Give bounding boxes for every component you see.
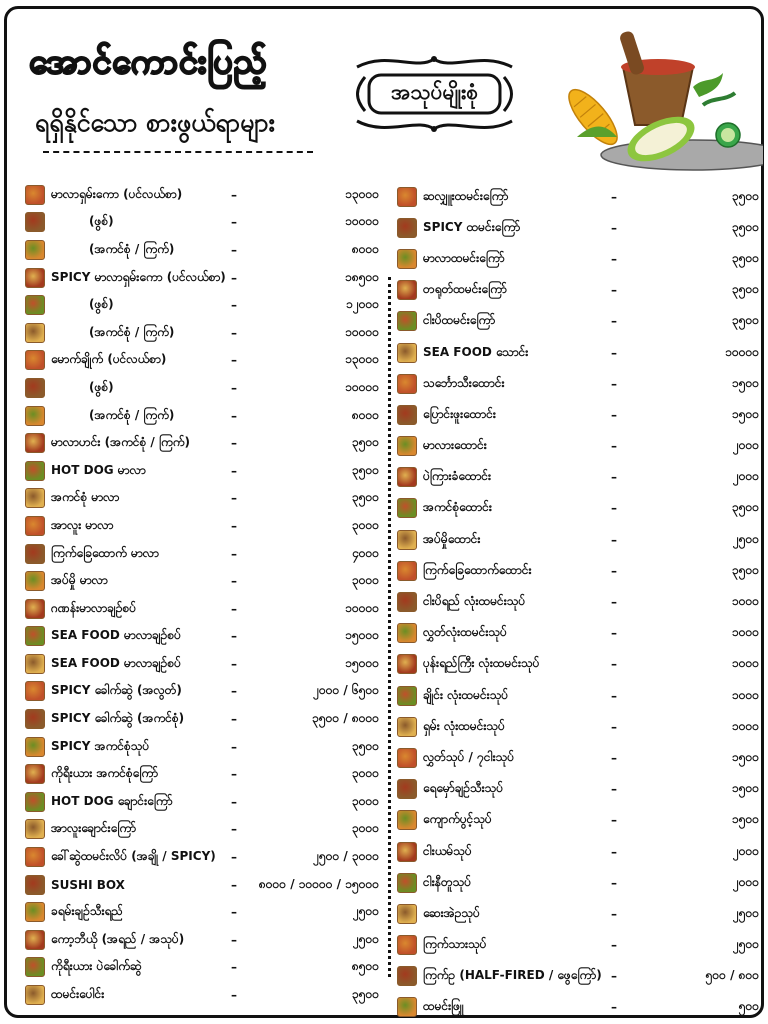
menu-item-price: ၂၅၀၀ bbox=[352, 931, 379, 946]
menu-item bbox=[393, 368, 763, 399]
menu-item bbox=[393, 805, 763, 836]
menu-item bbox=[21, 760, 383, 788]
menu-item bbox=[393, 243, 763, 274]
menu-item-price: ၃၅၀၀ bbox=[732, 282, 759, 297]
food-photo-icon bbox=[397, 997, 417, 1017]
menu-item-name: ထမင်းဖြူ bbox=[423, 999, 464, 1014]
menu-item-price: ၂၅၀၀ bbox=[732, 937, 759, 952]
menu-item-name: ဆလျှူးထမင်းကြော် bbox=[423, 188, 509, 203]
food-photo-icon bbox=[25, 737, 45, 757]
price-separator: – bbox=[611, 532, 617, 547]
food-photo-icon bbox=[25, 571, 45, 591]
menu-item-name: ဂဏန်းမာလာချဉ်စပ် bbox=[51, 600, 137, 615]
food-photo-icon bbox=[397, 654, 417, 674]
menu-item bbox=[21, 926, 383, 954]
salad-banner bbox=[347, 49, 522, 139]
menu-item-price: ၁၂၀၀၀ bbox=[346, 297, 379, 312]
menu-item-name: ထမင်းပေါင်း bbox=[51, 987, 105, 1002]
food-photo-icon bbox=[25, 378, 45, 398]
food-photo-icon bbox=[397, 966, 417, 986]
price-separator: – bbox=[611, 314, 617, 329]
menu-item-name: ငါးယမ်သုပ် bbox=[423, 843, 472, 858]
menu-item bbox=[393, 867, 763, 898]
menu-item bbox=[21, 843, 383, 871]
price-separator: – bbox=[231, 436, 237, 451]
menu-item-name: ပဲကြားခံထောင်း bbox=[423, 469, 492, 484]
price-separator: – bbox=[611, 470, 617, 485]
menu-item-price: ၂၅၀၀ bbox=[352, 904, 379, 919]
menu-item-name: (ဖွစ်) bbox=[89, 379, 114, 394]
menu-item-name: ဆေးအဲဉသုပ် bbox=[423, 905, 480, 920]
menu-item bbox=[393, 212, 763, 243]
price-separator: – bbox=[231, 601, 237, 616]
price-separator: – bbox=[231, 656, 237, 671]
menu-item-price: ၁၅၀၀ bbox=[732, 749, 759, 764]
food-photo-icon bbox=[397, 218, 417, 238]
menu-item-price: ၃၅၀၀ bbox=[352, 435, 379, 450]
price-separator: – bbox=[231, 574, 237, 589]
menu-item-price: ၃၅၀၀ bbox=[732, 219, 759, 234]
food-photo-icon bbox=[397, 686, 417, 706]
menu-item-price: ၃၅၀၀ bbox=[732, 188, 759, 203]
menu-item-name: အပ်မှို မာလာ bbox=[51, 573, 108, 588]
menu-item-price: ၁၀၀၀ bbox=[732, 718, 759, 733]
menu-item-name: ပုန်းရည်ကြီး လုံးထမင်းသုပ် bbox=[423, 656, 540, 671]
food-photo-icon bbox=[397, 842, 417, 862]
menu-item bbox=[21, 705, 383, 733]
price-separator: – bbox=[611, 782, 617, 797]
menu-item-name: လွှတ်သုပ် / ၇ငါးသုပ် bbox=[423, 749, 515, 764]
price-separator: – bbox=[611, 407, 617, 422]
food-photo-icon bbox=[25, 433, 45, 453]
menu-item-price: ၂၀၀၀ bbox=[732, 438, 759, 453]
food-photo-icon bbox=[25, 681, 45, 701]
menu-subtitle: ရရှိနိုင်သော စားဖွယ်ရာများ bbox=[35, 108, 275, 137]
price-separator: – bbox=[231, 822, 237, 837]
food-photo-icon bbox=[397, 498, 417, 518]
food-photo-icon bbox=[25, 268, 45, 288]
food-photo-icon bbox=[25, 819, 45, 839]
menu-item-price: ၁၅၀၀၀ bbox=[345, 628, 379, 643]
price-separator: – bbox=[231, 767, 237, 782]
menu-item-name: လွှတ်လုံးထမင်းသုပ် bbox=[423, 625, 507, 640]
menu-item-name: SPICY ခေါက်ဆွဲ (အကင်စုံ) bbox=[51, 711, 185, 726]
price-separator: – bbox=[611, 439, 617, 454]
food-photo-icon bbox=[25, 902, 45, 922]
food-photo-icon bbox=[25, 488, 45, 508]
menu-item-price: ၁၀၀၀ bbox=[732, 687, 759, 702]
menu-item-name: ရေမှော်ချဉ်သီးသုပ် bbox=[423, 781, 504, 796]
menu-item-name: ခရမ်းချဉ်သီးရည် bbox=[51, 904, 123, 919]
price-separator: – bbox=[611, 189, 617, 204]
menu-item bbox=[393, 462, 763, 493]
menu-item-price: ၁၅၀၀ bbox=[732, 406, 759, 421]
menu-item-name: SPICY အကင်စုံသုပ် bbox=[51, 738, 150, 753]
menu-item bbox=[393, 306, 763, 337]
menu-item-name: ရှမ်း လုံးထမင်းသုပ် bbox=[423, 718, 505, 733]
menu-item bbox=[21, 981, 383, 1009]
menu-header bbox=[7, 9, 767, 179]
menu-item-price: ၁၀၀၀၀ bbox=[345, 214, 379, 229]
price-separator: – bbox=[231, 629, 237, 644]
price-separator: – bbox=[611, 906, 617, 921]
menu-item-price: ၃၀၀၀ bbox=[352, 793, 379, 808]
menu-item-name: SEA FOOD မာလာချဉ်စပ် bbox=[51, 628, 181, 643]
menu-item bbox=[21, 236, 383, 264]
price-separator: – bbox=[231, 187, 237, 202]
menu-item bbox=[21, 209, 383, 237]
menu-item bbox=[393, 618, 763, 649]
menu-item bbox=[21, 402, 383, 430]
food-photo-icon bbox=[25, 295, 45, 315]
menu-item bbox=[393, 181, 763, 212]
menu-item-price: ၂၅၀၀ / ၃၀၀၀ bbox=[313, 849, 379, 864]
menu-item-name: အာလူး မာလာ bbox=[51, 517, 114, 532]
menu-item-name: HOT DOG ချောင်းကြော် bbox=[51, 793, 173, 808]
food-photo-icon bbox=[397, 935, 417, 955]
food-photo-icon bbox=[25, 957, 45, 977]
menu-item-name: တရုတ်ထမင်းကြော် bbox=[423, 282, 507, 297]
menu-item-name: မာလာရှမ်းကော (ပင်လယ်စာ) bbox=[51, 186, 183, 201]
food-photo-icon bbox=[25, 626, 45, 646]
food-photo-icon bbox=[25, 847, 45, 867]
price-separator: – bbox=[231, 739, 237, 754]
menu-item bbox=[393, 524, 763, 555]
menu-item-price: ၈၀၀၀ / ၁၀၀၀၀ / ၁၅၀၀၀ bbox=[258, 876, 379, 891]
menu-item-name: ကျောက်ပွင့်သုပ် bbox=[423, 812, 492, 827]
price-separator: – bbox=[231, 960, 237, 975]
menu-item-price: ၁၀၀၀၀ bbox=[725, 344, 759, 359]
menu-item-price: ၁၀၀၀ bbox=[732, 625, 759, 640]
menu-item bbox=[21, 898, 383, 926]
menu-item-price: ၃၀၀၀ bbox=[352, 517, 379, 532]
menu-item bbox=[21, 347, 383, 375]
price-separator: – bbox=[231, 932, 237, 947]
menu-item-price: ၃၅၀၀ bbox=[732, 562, 759, 577]
food-photo-icon bbox=[397, 530, 417, 550]
menu-item bbox=[393, 774, 763, 805]
menu-item-price: ၁၀၀၀၀ bbox=[345, 600, 379, 615]
food-photo-icon bbox=[397, 343, 417, 363]
menu-item-price: ၈၀၀၀ bbox=[351, 241, 379, 256]
price-separator: – bbox=[231, 905, 237, 920]
menu-item-name: မာလားထောင်း bbox=[423, 438, 487, 453]
price-separator: – bbox=[611, 220, 617, 235]
menu-item-name: ကော့ဘီယို (အရည် / အသုပ်) bbox=[51, 931, 185, 946]
menu-item-name: သင်္ဘောသီးထောင်း bbox=[423, 375, 505, 390]
menu-item bbox=[21, 512, 383, 540]
price-separator: – bbox=[231, 463, 237, 478]
menu-item bbox=[21, 788, 383, 816]
menu-item-price: ၂၀၀၀ bbox=[732, 469, 759, 484]
food-photo-icon bbox=[397, 561, 417, 581]
price-separator: – bbox=[231, 215, 237, 230]
menu-item-price: ၁၃၀၀၀ bbox=[345, 186, 379, 201]
menu-item-price: ၁၀၀၀၀ bbox=[345, 324, 379, 339]
price-separator: – bbox=[611, 251, 617, 266]
menu-item bbox=[21, 623, 383, 651]
menu-item bbox=[21, 650, 383, 678]
menu-item bbox=[21, 816, 383, 844]
price-separator: – bbox=[611, 688, 617, 703]
menu-item-name: ငါးပိထမင်းကြော် bbox=[423, 313, 496, 328]
menu-item-name: ကြက်သားသုပ် bbox=[423, 937, 487, 952]
price-separator: – bbox=[611, 657, 617, 672]
menu-item-name: ပြောင်းဖူးထောင်း bbox=[423, 406, 496, 421]
menu-item-price: ၅၀၀ / ၈၀၀ bbox=[705, 968, 759, 983]
menu-item bbox=[21, 429, 383, 457]
menu-item bbox=[21, 485, 383, 513]
menu-item-price: ၃၀၀၀ bbox=[352, 573, 379, 588]
menu-item-price: ၁၀၀၀ bbox=[732, 656, 759, 671]
food-photo-icon bbox=[25, 654, 45, 674]
price-separator: – bbox=[231, 850, 237, 865]
price-separator: – bbox=[611, 626, 617, 641]
food-photo-icon bbox=[397, 187, 417, 207]
price-separator: – bbox=[231, 298, 237, 313]
menu-item-name: (အကင်စုံ / ကြက်) bbox=[89, 324, 175, 339]
menu-item-price: ၃၅၀၀ bbox=[352, 738, 379, 753]
price-separator: – bbox=[231, 325, 237, 340]
food-photo-icon bbox=[25, 930, 45, 950]
price-separator: – bbox=[231, 491, 237, 506]
menu-item-price: ၁၅၀၀ bbox=[732, 781, 759, 796]
menu-item-price: ၅၀၀ bbox=[738, 999, 759, 1014]
menu-item bbox=[393, 930, 763, 961]
menu-item-price: ၁၅၀၀ bbox=[732, 812, 759, 827]
menu-item bbox=[393, 586, 763, 617]
price-separator: – bbox=[611, 1000, 617, 1015]
menu-item-price: ၁၈၅၀၀ bbox=[345, 269, 379, 284]
price-separator: – bbox=[231, 712, 237, 727]
food-photo-icon bbox=[397, 467, 417, 487]
menu-item-name: အကင်စုံထောင်း bbox=[423, 500, 492, 515]
price-separator: – bbox=[231, 270, 237, 285]
menu-item bbox=[393, 836, 763, 867]
price-separator: – bbox=[611, 501, 617, 516]
food-photo-icon bbox=[397, 717, 417, 737]
menu-item bbox=[21, 457, 383, 485]
banner-label: အသုပ်မျိုးစုံ bbox=[390, 79, 479, 104]
food-photo-icon bbox=[397, 873, 417, 893]
menu-item bbox=[393, 742, 763, 773]
menu-item bbox=[21, 291, 383, 319]
menu-item-price: ၃၅၀၀ bbox=[732, 500, 759, 515]
menu-item-name: HOT DOG မာလာ bbox=[51, 462, 146, 477]
right-menu-column bbox=[393, 181, 763, 1023]
food-photo-icon bbox=[397, 374, 417, 394]
menu-item-price: ၃၅၀၀ bbox=[352, 987, 379, 1002]
price-separator: – bbox=[231, 988, 237, 1003]
food-photo-icon bbox=[25, 599, 45, 619]
brand-title: အောင်ကောင်းပြည့် bbox=[29, 42, 268, 82]
menu-item-name: အာလူးချောင်းကြော် bbox=[51, 821, 137, 836]
menu-item bbox=[393, 399, 763, 430]
food-photo-icon bbox=[397, 436, 417, 456]
menu-item-name: အပ်မှိုထောင်း bbox=[423, 531, 481, 546]
menu-item bbox=[393, 711, 763, 742]
food-photo-icon bbox=[25, 875, 45, 895]
menu-item-name: ချိုင်း လုံးထမင်းသုပ် bbox=[423, 687, 509, 702]
price-separator: – bbox=[231, 380, 237, 395]
price-separator: – bbox=[231, 546, 237, 561]
price-separator: – bbox=[231, 353, 237, 368]
menu-item-name: (ဖွစ်) bbox=[89, 214, 114, 229]
menu-frame bbox=[4, 6, 764, 1018]
menu-item-name: ကြက်ခြေထောက်ထောင်း bbox=[423, 562, 532, 577]
menu-item-name: ကိုရီးယား အကင်စုံကြော် bbox=[51, 766, 159, 781]
menu-item bbox=[393, 898, 763, 929]
menu-item-name: ကြက်ခြေထောက် မာလာ bbox=[51, 545, 159, 560]
menu-item-name: ငါးနီတူသုပ် bbox=[423, 874, 472, 889]
food-photo-icon bbox=[25, 240, 45, 260]
food-photo-icon bbox=[397, 592, 417, 612]
menu-item bbox=[393, 431, 763, 462]
menu-item-name: မာလာထမင်းကြော် bbox=[423, 250, 505, 265]
menu-item-name: SPICY ထမင်းကြော် bbox=[423, 219, 521, 234]
menu-item bbox=[393, 992, 763, 1023]
menu-item bbox=[21, 264, 383, 292]
menu-item-price: ၄၀၀၀ bbox=[352, 545, 379, 560]
menu-item-price: ၂၅၀၀ bbox=[732, 905, 759, 920]
food-photo-icon bbox=[25, 461, 45, 481]
menu-item bbox=[21, 954, 383, 982]
price-separator: – bbox=[231, 518, 237, 533]
menu-item-name: SPICY ခေါက်ဆွဲ (အလွတ်) bbox=[51, 683, 182, 698]
price-separator: – bbox=[611, 719, 617, 734]
menu-item bbox=[21, 319, 383, 347]
menu-item bbox=[393, 649, 763, 680]
food-photo-icon bbox=[397, 810, 417, 830]
menu-item-price: ၁၅၀၀၀ bbox=[345, 655, 379, 670]
price-separator: – bbox=[231, 794, 237, 809]
menu-item bbox=[21, 540, 383, 568]
dashed-underline bbox=[43, 151, 313, 153]
food-photo-icon bbox=[25, 212, 45, 232]
food-photo-icon bbox=[25, 516, 45, 536]
food-photo-icon bbox=[397, 904, 417, 924]
price-separator: – bbox=[611, 283, 617, 298]
price-separator: – bbox=[231, 684, 237, 699]
menu-item-price: ၃၅၀၀ bbox=[352, 490, 379, 505]
menu-item-price: ၃၀၀၀ bbox=[352, 821, 379, 836]
menu-item-name: SEA FOOD မာလာချဉ်စပ် bbox=[51, 655, 181, 670]
food-photo-icon bbox=[397, 405, 417, 425]
food-photo-icon bbox=[397, 779, 417, 799]
menu-item bbox=[21, 678, 383, 706]
menu-item-name: အကင်စုံ မာလာ bbox=[51, 490, 120, 505]
menu-item bbox=[393, 337, 763, 368]
price-separator: – bbox=[231, 408, 237, 423]
price-separator: – bbox=[231, 242, 237, 257]
food-photo-icon bbox=[397, 748, 417, 768]
price-separator: – bbox=[611, 750, 617, 765]
price-separator: – bbox=[611, 844, 617, 859]
menu-item bbox=[393, 493, 763, 524]
food-photo-icon bbox=[25, 350, 45, 370]
menu-item-price: ၃၀၀၀ bbox=[352, 766, 379, 781]
menu-item-price: ၁၀၀၀၀ bbox=[345, 379, 379, 394]
menu-item-price: ၃၅၀၀ bbox=[732, 250, 759, 265]
food-photo-icon bbox=[25, 985, 45, 1005]
menu-item-price: ၃၅၀၀ / ၈၀၀၀ bbox=[312, 711, 379, 726]
menu-item-price: ၈၅၀၀ bbox=[351, 959, 379, 974]
menu-item-price: ၂၀၀၀ / ၆၅၀၀ bbox=[313, 683, 379, 698]
price-separator: – bbox=[611, 376, 617, 391]
menu-item-price: ၂၀၀၀ bbox=[732, 874, 759, 889]
menu-item-name: မောက်ချိုက် (ပင်လယ်စာ) bbox=[51, 352, 167, 367]
price-separator: – bbox=[611, 938, 617, 953]
menu-item bbox=[21, 374, 383, 402]
menu-item-price: ၃၅၀၀ bbox=[352, 462, 379, 477]
menu-item bbox=[21, 595, 383, 623]
food-photo-icon bbox=[25, 709, 45, 729]
food-photo-icon bbox=[397, 249, 417, 269]
food-photo-icon bbox=[25, 544, 45, 564]
menu-item-name: ငါးပိရည် လုံးထမင်းသုပ် bbox=[423, 594, 526, 609]
menu-item-name: (အကင်စုံ / ကြက်) bbox=[89, 241, 175, 256]
menu-item bbox=[21, 181, 383, 209]
price-separator: – bbox=[611, 563, 617, 578]
menu-item-name: ကြက်ဥ (HALF-FIRED / ဖွေကြော်) bbox=[423, 968, 602, 983]
menu-item-name: (အကင်စုံ / ကြက်) bbox=[89, 407, 175, 422]
food-photo-icon bbox=[25, 406, 45, 426]
menu-item-price: ၂၅၀၀ bbox=[732, 531, 759, 546]
menu-item-name: SEA FOOD သောင်း bbox=[423, 344, 529, 359]
menu-item-name: မာလာဟင်း (အကင်စုံ / ကြက်) bbox=[51, 435, 190, 450]
menu-item bbox=[393, 275, 763, 306]
food-photo-icon bbox=[397, 311, 417, 331]
menu-item-name: SUSHI BOX bbox=[51, 877, 125, 892]
price-separator: – bbox=[611, 875, 617, 890]
menu-item-name: ခေါ်ဆွဲထမင်းလိပ် (အချို / SPICY) bbox=[51, 849, 216, 864]
food-photo-icon bbox=[25, 792, 45, 812]
food-photo-icon bbox=[25, 764, 45, 784]
price-separator: – bbox=[611, 969, 617, 984]
menu-item bbox=[21, 871, 383, 899]
menu-item bbox=[21, 733, 383, 761]
left-menu-column bbox=[21, 181, 383, 1009]
menu-item-name: SPICY မာလာရှမ်းကော (ပင်လယ်စာ) bbox=[51, 269, 226, 284]
menu-item bbox=[393, 680, 763, 711]
food-photo-icon bbox=[397, 623, 417, 643]
menu-item-price: ၂၀၀၀ bbox=[732, 843, 759, 858]
mortar-corn-papaya-icon bbox=[563, 27, 763, 177]
menu-item-price: ၃၅၀၀ bbox=[732, 313, 759, 328]
food-photo-icon bbox=[25, 185, 45, 205]
menu-item bbox=[393, 555, 763, 586]
menu-item-price: ၈၀၀၀ bbox=[351, 407, 379, 422]
price-separator: – bbox=[611, 345, 617, 360]
food-photo-icon bbox=[25, 323, 45, 343]
price-separator: – bbox=[231, 877, 237, 892]
menu-item-price: ၁၃၀၀၀ bbox=[345, 352, 379, 367]
column-divider bbox=[388, 277, 391, 977]
menu-item-price: ၁၅၀၀ bbox=[732, 375, 759, 390]
menu-item-name: ကိုရီးယား ပဲခေါက်ဆွဲ bbox=[51, 959, 142, 974]
price-separator: – bbox=[611, 813, 617, 828]
menu-item bbox=[393, 961, 763, 992]
price-separator: – bbox=[611, 595, 617, 610]
menu-item bbox=[21, 567, 383, 595]
menu-item-name: (ဖွစ်) bbox=[89, 297, 114, 312]
menu-item-price: ၁၀၀၀ bbox=[732, 594, 759, 609]
food-photo-icon bbox=[397, 280, 417, 300]
